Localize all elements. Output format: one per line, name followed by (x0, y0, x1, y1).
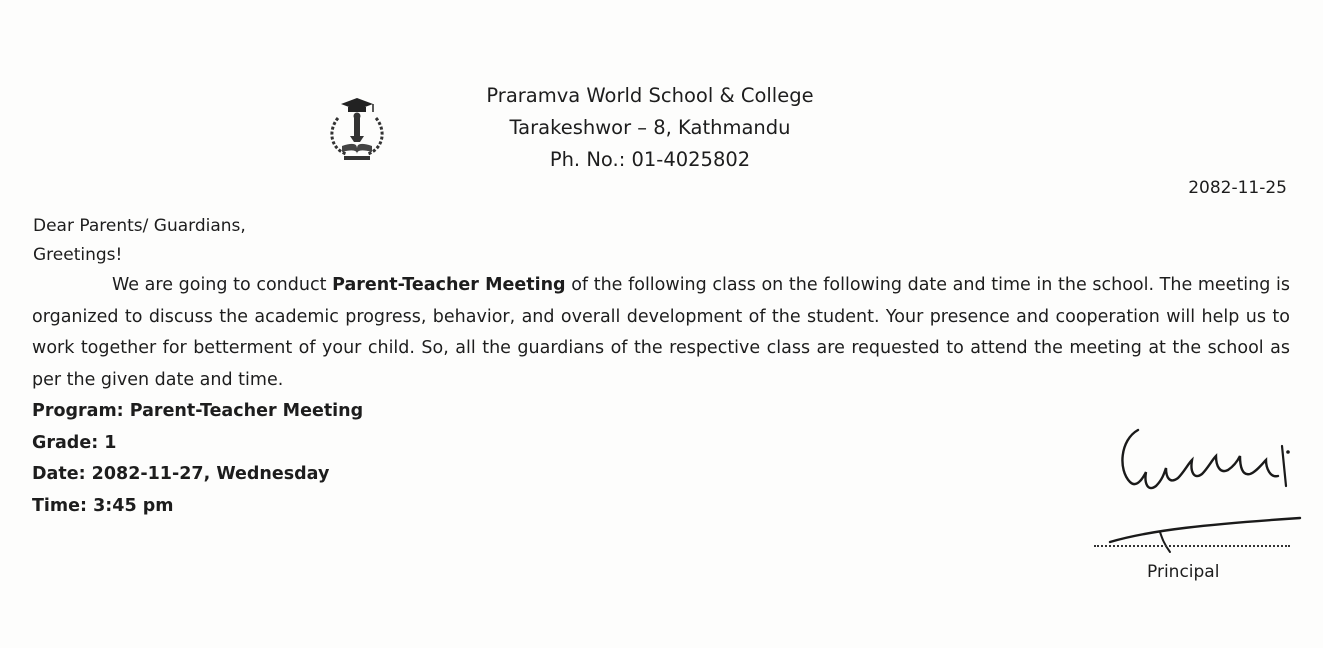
salutation-block (33, 212, 246, 270)
detail-grade: Grade: 1 (32, 432, 117, 453)
body-start: We are going to conduct (112, 275, 333, 295)
letter-body (32, 270, 1290, 396)
school-header (430, 80, 870, 176)
salutation: Dear Parents/ Guardians, (33, 216, 246, 236)
detail-date: Date: 2082-11-27, Wednesday (32, 464, 330, 484)
school-address: Tarakeshwor – 8, Kathmandu (509, 116, 791, 139)
letter-date: 2082-11-25 (1188, 178, 1287, 198)
signatory-title: Principal (1147, 562, 1220, 582)
greeting: Greetings! (33, 245, 123, 265)
body-emphasis: Parent-Teacher Meeting (332, 275, 566, 295)
principal-signature (1090, 420, 1310, 560)
detail-time: Time: 3:45 pm (32, 495, 174, 516)
signature-line (1094, 545, 1290, 547)
detail-program: Program: Parent-Teacher Meeting (32, 401, 364, 421)
meeting-details (32, 396, 363, 522)
body-rest: of the following class on the following date and time in the school. The meeting is organized to discuss the academic progress, behavior, and overall development of the student. Your presence and cooperation will help us to work together for betterment of your child. So, all the guardians of the respective class are requested to attend the meeting at the school as per the given date and time. (32, 275, 1290, 390)
school-name: Praramva World School & College (486, 84, 814, 107)
school-logo-emblem (320, 96, 394, 164)
school-phone: Ph. No.: 01-4025802 (549, 148, 751, 171)
